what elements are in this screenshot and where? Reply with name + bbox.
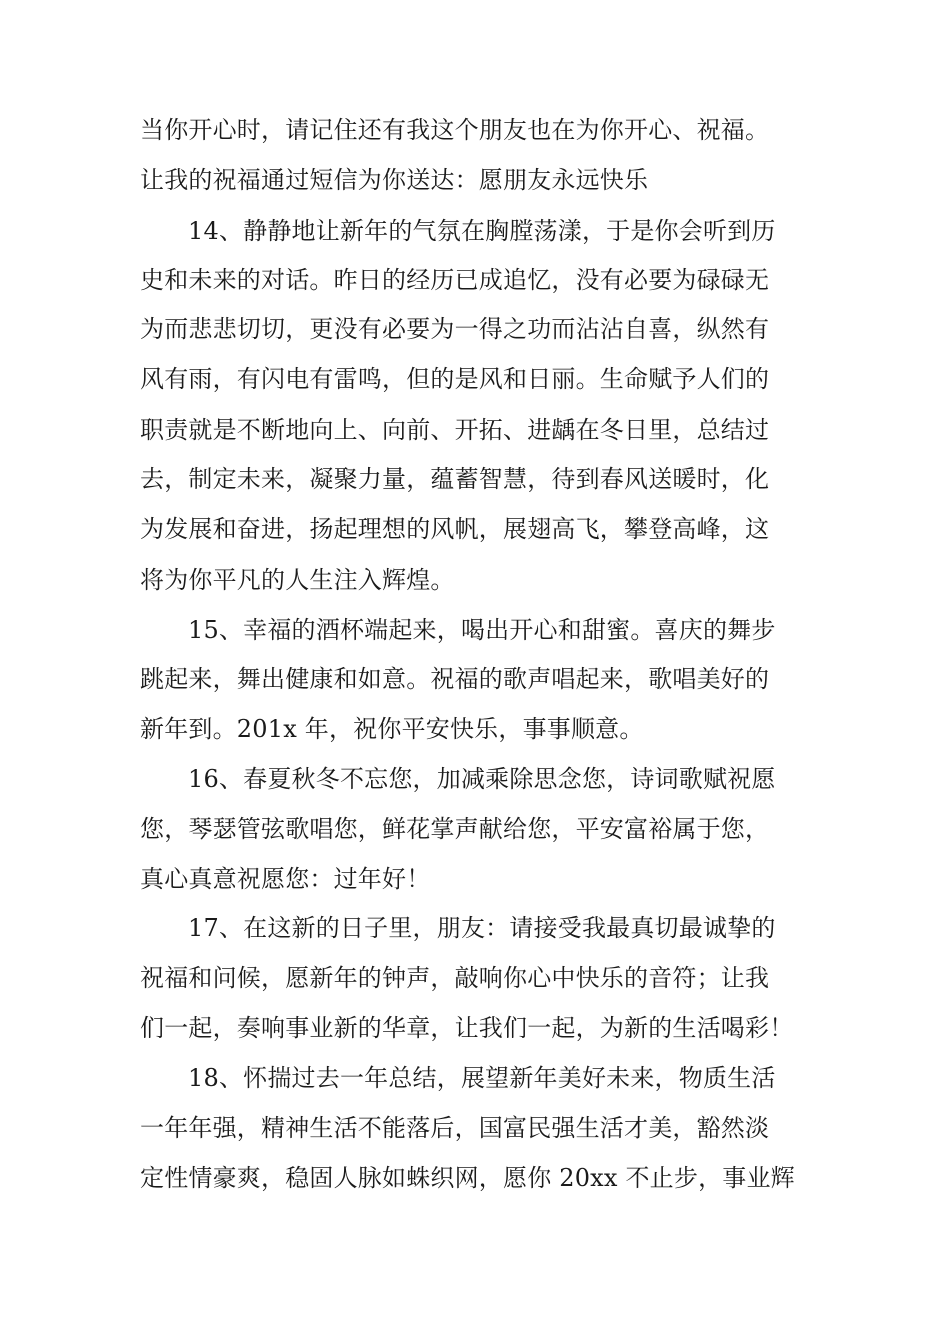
text-line: 风有雨，有闪电有雷鸣，但的是风和日丽。生命赋予人们的 — [140, 365, 770, 393]
text-line: 当你开心时，请记住还有我这个朋友也在为你开心、祝福。 — [140, 116, 770, 144]
text-line: 您，琴瑟管弦歌唱您，鲜花掌声献给您，平安富裕属于您， — [140, 815, 770, 843]
paragraph-15-start: 15、幸福的酒杯端起来，喝出开心和甜蜜。喜庆的舞步 — [188, 616, 776, 644]
paragraph-18-start: 18、怀揣过去一年总结，展望新年美好未来，物质生活 — [188, 1064, 776, 1092]
text-line: 为发展和奋进，扬起理想的风帆，展翅高飞，攀登高峰，这 — [140, 515, 770, 543]
text-line: 一年年强，精神生活不能落后，国富民强生活才美，豁然淡 — [140, 1114, 770, 1142]
text-line: 新年到。201x 年，祝你平安快乐，事事顺意。 — [140, 715, 644, 743]
text-line: 去，制定未来，凝聚力量，蕴蓄智慧，待到春风送暖时，化 — [140, 465, 770, 493]
text-line: 祝福和问候，愿新年的钟声，敲响你心中快乐的音符；让我 — [140, 964, 770, 992]
text-line: 将为你平凡的人生注入辉煌。 — [140, 566, 455, 594]
text-line: 史和未来的对话。昨日的经历已成追忆，没有必要为碌碌无 — [140, 266, 770, 294]
text-line: 真心真意祝愿您：过年好！ — [140, 865, 431, 893]
paragraph-17-start: 17、在这新的日子里，朋友：请接受我最真切最诚挚的 — [188, 914, 776, 942]
text-line: 定性情豪爽，稳固人脉如蛛织网，愿你 20xx 不止步，事业辉 — [140, 1164, 795, 1192]
paragraph-14-start: 14、静静地让新年的气氛在胸膛荡漾，于是你会听到历 — [188, 217, 776, 245]
text-line: 们一起，奏响事业新的华章，让我们一起，为新的生活喝彩！ — [140, 1014, 794, 1042]
text-line: 职责就是不断地向上、向前、开拓、进龋在冬日里，总结过 — [140, 416, 770, 444]
paragraph-16-start: 16、春夏秋冬不忘您，加减乘除思念您，诗词歌赋祝愿 — [188, 765, 776, 793]
text-line: 让我的祝福通过短信为你送达：愿朋友永远快乐 — [140, 166, 649, 194]
text-line: 为而悲悲切切，更没有必要为一得之功而沾沾自喜，纵然有 — [140, 315, 770, 343]
text-line: 跳起来，舞出健康和如意。祝福的歌声唱起来，歌唱美好的 — [140, 665, 770, 693]
